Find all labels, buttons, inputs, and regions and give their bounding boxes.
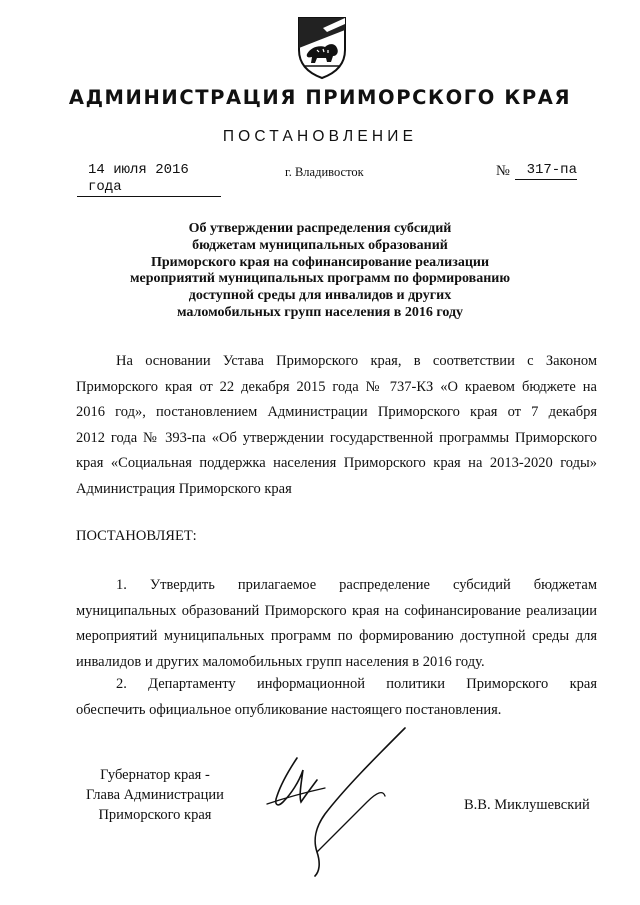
coat-of-arms-emblem: [293, 14, 351, 80]
signatory-title: [86, 765, 224, 825]
item-1-paragraph: [76, 573, 597, 675]
signatory-title-line: Глава Администрации: [86, 787, 224, 803]
document-type: ПОСТАНОВЛЕНИЕ: [222, 128, 418, 145]
document-date: 14 июля 2016 года: [77, 162, 221, 197]
preamble-paragraph: [76, 349, 597, 502]
organization-title: АДМИНИСТРАЦИЯ ПРИМОРСКОГО КРАЯ: [68, 86, 572, 109]
signatory-name: В.В. Миклушевский: [464, 797, 590, 813]
signatory-title-line: Губернатор края -: [100, 767, 210, 783]
item-1-line: мероприятий муниципальных программ по формированию доступной среды для: [76, 628, 597, 644]
subject-line: Приморского края на софинансирование реализации: [150, 254, 490, 270]
preamble-line: Администрация Приморского края: [76, 480, 292, 497]
document-number: 317-па: [515, 162, 577, 180]
preamble-line: На основании Устава Приморского края, в соответствии с Законом: [116, 353, 597, 369]
item-2-line: 2. Департаменту информационной политики Приморского края: [116, 676, 597, 692]
preamble-line: 2016 год», постановлением Администрации Приморского края от 7 декабря: [76, 404, 597, 420]
item-1-line: муниципальных образований Приморского края на софинансирование реализации: [76, 602, 597, 619]
document-city: г. Владивосток: [285, 165, 364, 179]
preamble-line: края «Социальная поддержка населения Приморского края на 2013-2020 годы»: [76, 455, 597, 471]
item-1-line: 1. Утвердить прилагаемое распределение субсидий бюджетам: [116, 577, 597, 593]
decree-word: ПОСТАНОВЛЯЕТ:: [76, 528, 197, 544]
handwritten-signature: [255, 718, 445, 878]
document-subject: [110, 221, 530, 322]
subject-line: бюджетам муниципальных образований: [192, 237, 448, 253]
preamble-line: 2012 года № 393-па «Об утверждении государственной программы Приморского: [76, 429, 597, 446]
item-2-line: обеспечить официальное опубликование настоящего постановления.: [76, 701, 502, 718]
item-2-paragraph: [76, 672, 597, 723]
subject-line: маломобильных групп населения в 2016 году: [176, 304, 464, 320]
item-1-line: инвалидов и других маломобильных групп населения в 2016 году.: [76, 653, 485, 670]
signatory-title-line: Приморского края: [98, 807, 212, 823]
subject-line: мероприятий муниципальных программ по формированию: [129, 271, 511, 287]
subject-line: Об утверждении распределения субсидий: [188, 221, 452, 236]
subject-line: доступной среды для инвалидов и других: [188, 288, 452, 304]
number-label: №: [496, 163, 510, 179]
preamble-line: Приморского края от 22 декабря 2015 года № 737-КЗ «О краевом бюджете на: [76, 378, 597, 395]
